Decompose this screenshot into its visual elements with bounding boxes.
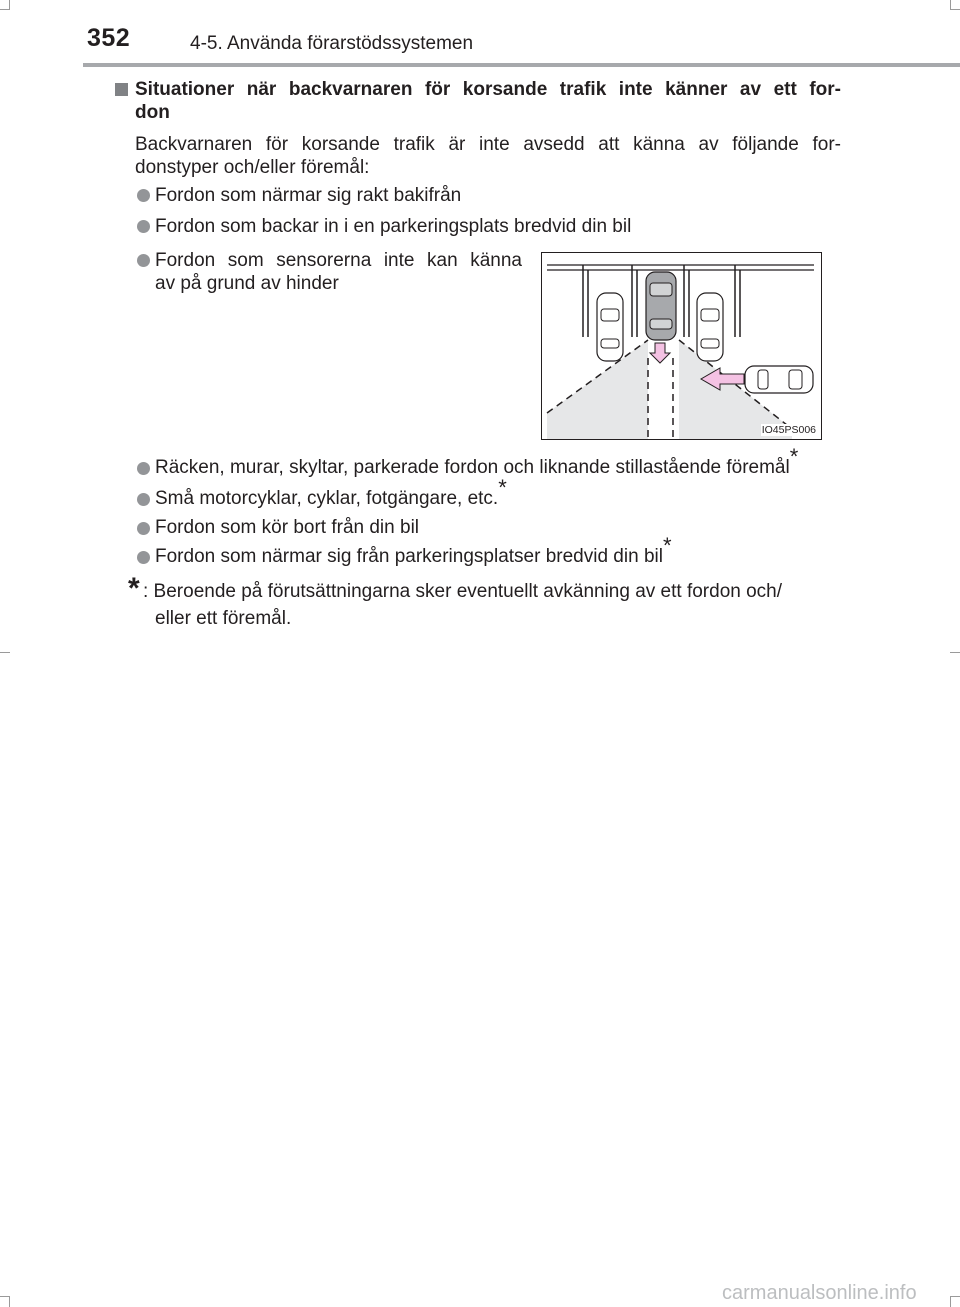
footnote-line: : Beroende på förutsättningarna sker eventuellt avkänning av ett fordon och/ xyxy=(143,581,783,602)
list-item-text: Små motorcyklar, cyklar, fotgängare, etc. xyxy=(155,488,499,509)
crop-mark xyxy=(950,1297,951,1307)
bullet-icon xyxy=(137,462,150,475)
list-item: Fordon som kör bort från din bil xyxy=(155,517,420,538)
footnote-line: eller ett föremål. xyxy=(155,608,292,629)
watermark: carmanualsonline.info xyxy=(722,1282,917,1304)
section-square-icon xyxy=(115,83,128,96)
crop-mark xyxy=(0,652,10,653)
list-item xyxy=(155,474,507,510)
page-number: 352 xyxy=(87,24,131,52)
own-vehicle xyxy=(646,272,676,340)
bullet-icon xyxy=(137,189,150,202)
bullet-icon xyxy=(137,493,150,506)
list-item-text: Räcken, murar, skyltar, parkerade fordon och liknande stillastående föremål xyxy=(155,457,790,478)
bullet-icon xyxy=(137,220,150,233)
footnote-asterisk: * xyxy=(789,443,799,469)
list-item xyxy=(155,249,522,295)
footnote-marker: * xyxy=(128,572,140,605)
figure-code: IO45PS006 xyxy=(761,424,816,436)
section-heading-line: Situationer när backvarnaren för korsande trafik inte känner av ett for- xyxy=(135,79,841,100)
intro-line: Backvarnaren för korsande trafik är inte avsedd att känna av följande for- xyxy=(135,134,841,155)
intro-paragraph xyxy=(135,133,841,179)
bullet-icon xyxy=(137,254,150,267)
list-item xyxy=(155,532,672,568)
section-header-title: 4-5. Använda förarstödssystemen xyxy=(190,33,474,54)
crop-mark xyxy=(950,652,960,653)
parking-illustration xyxy=(541,252,822,440)
crop-mark xyxy=(0,9,10,10)
crop-mark xyxy=(950,1296,960,1297)
bullet-icon xyxy=(137,522,150,535)
list-item-text: Fordon som närmar sig från parkeringsplatser bredvid din bil xyxy=(155,546,663,567)
header-divider xyxy=(83,63,960,67)
bullet-icon xyxy=(137,551,150,564)
intro-line: donstyper och/eller föremål: xyxy=(135,157,370,178)
crop-mark xyxy=(950,9,960,10)
list-item-line: av på grund av hinder xyxy=(155,273,339,294)
parked-car-left xyxy=(597,293,623,361)
list-item: Fordon som backar in i en parkeringsplats bredvid din bil xyxy=(155,216,632,237)
footnote-asterisk: * xyxy=(662,532,672,558)
parking-diagram xyxy=(542,253,821,439)
section-heading xyxy=(135,78,841,124)
parked-car-right xyxy=(697,293,723,361)
approaching-vehicle xyxy=(745,366,813,393)
section-heading-line: don xyxy=(135,102,170,123)
footnote-asterisk: * xyxy=(498,474,507,500)
list-item: Fordon som närmar sig rakt bakifrån xyxy=(155,185,462,206)
crop-mark xyxy=(9,1297,10,1307)
list-item xyxy=(155,443,799,479)
reverse-direction-arrow-icon xyxy=(650,343,670,363)
list-item-line: Fordon som sensorerna inte kan känna xyxy=(155,250,522,271)
